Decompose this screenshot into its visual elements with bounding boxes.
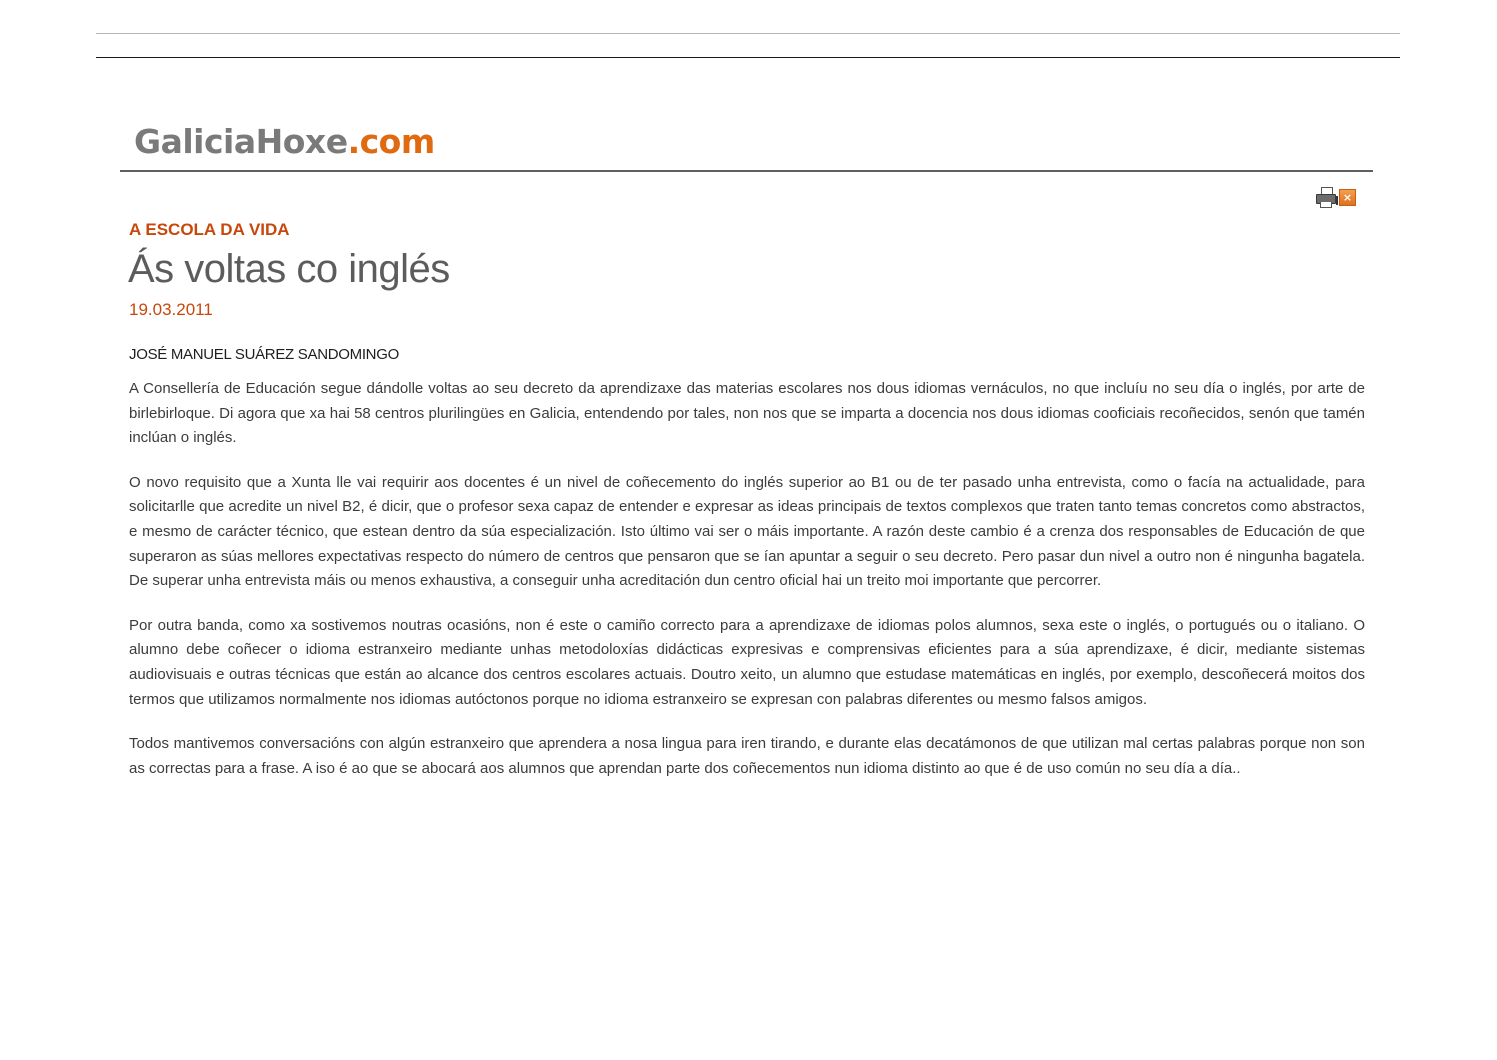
section-label[interactable]: A ESCOLA DA VIDA	[129, 220, 290, 239]
printer-icon[interactable]	[1315, 187, 1337, 208]
article-paragraph: Por outra banda, como xa sostivemos noutras ocasións, non é este o camiño correcto para a aprendizaxe de idiomas polos alumnos, sexa este o inglés, o portugués ou o italiano. O alumno debe coñecer o idioma estranxeiro mediante unhas metodoloxías didácticas expresivas e comprensivas eficientes para a súa aprendizaxe, é dicir, mediante sistemas audiovisuais e outras técnicas que están ao alcance dos centros escolares actuais. Doutro xeito, un alumno que estudase matemáticas en inglés, por exemplo, descoñecerá moitos dos termos que utilizamos normalmente nos idiomas autóctonos porque no idioma estranxeiro se expresan con palabras diferentes ou mesmo falsos amigos.	[129, 616, 1365, 708]
article-paragraph: O novo requisito que a Xunta lle vai requirir aos docentes é un nivel de coñecemento do inglés superior ao B1 ou de ter pasado unha entrevista, como o facía na actualidade, para solicitarlle que acredite un nivel B2, é dicir, que o profesor sexa capaz de entender e expresar as ideas principais de textos complexos que traten tanto temas concretos como abstractos, e mesmo de carácter técnico, que estean dentro da súa especialización. Isto último vai ser o máis importante. A razón deste cambio é a crenza dos responsables de Educación de que superaron as súas mellores expectativas respecto do número de centros que pensaron que se ían apuntar a seguir o seu decreto. Pero pasar dun nivel a outro non é ningunha bagatela. De superar unha entrevista máis ou menos exhaustiva, a conseguir unha acreditación dun centro oficial hai un treito moi importante que percorrer.	[129, 473, 1365, 590]
site-logo[interactable]	[134, 120, 435, 164]
article-body	[129, 377, 1365, 801]
top-divider-dark	[96, 57, 1400, 58]
article-paragraph: Todos mantivemos conversacións con algún estranxeiro que aprendera a nosa lingua para iren tirando, e durante elas decatámonos de que utilizan mal certas palabras porque non son as correctas para a frase. A iso é ao que se abocará aos alumnos que aprendan parte dos coñecementos nun idioma distinto ao que é de uso común no seu día a día..	[129, 735, 1365, 777]
top-divider-light	[96, 33, 1400, 34]
article-paragraph: A Consellería de Educación segue dándolle voltas ao seu decreto da aprendizaxe das materias escolares nos dous idiomas vernáculos, no que incluíu no seu día o inglés, por arte de birlebirloque. Di agora que xa hai 58 centros plurilingües en Galicia, entendendo por tales, non nos que se imparta a docencia nos dous idiomas cooficiais recoñecidos, senón que tamén inclúan o inglés.	[129, 380, 1365, 447]
article-date: 19.03.2011	[129, 300, 213, 319]
article-author: JOSÉ MANUEL SUÁREZ SANDOMINGO	[129, 346, 399, 363]
header-divider	[120, 170, 1373, 172]
logo-tld: .com	[347, 122, 435, 161]
article-tools	[1315, 186, 1356, 208]
logo-name: GaliciaHoxe	[134, 122, 348, 161]
close-icon[interactable]: ×	[1339, 189, 1356, 206]
article-title: Ás voltas co inglés	[128, 247, 450, 291]
